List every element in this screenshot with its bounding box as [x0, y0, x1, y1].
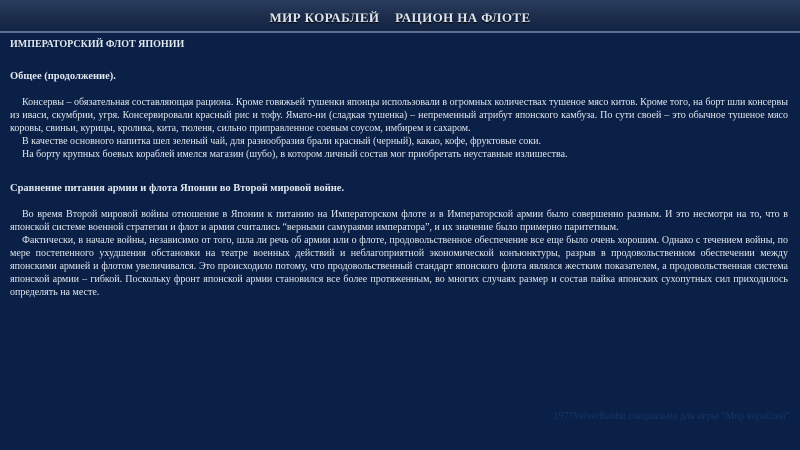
- header-bar: [0, 0, 800, 33]
- article: [10, 38, 788, 299]
- header-left: МИР КОРАБЛЕЙ: [269, 10, 380, 25]
- section1-paragraph: В качестве основного напитка шел зеленый чай, для разнообразия брали красный (черный), какао, кофе, фруктовые соки.: [22, 136, 541, 147]
- author-credit: 1977VelvetRabbit специально для игры “Мир кораблей”: [553, 411, 790, 422]
- header-title: [263, 10, 536, 26]
- document-title: ИМПЕРАТОРСКИЙ ФЛОТ ЯПОНИИ: [10, 39, 185, 50]
- section2-paragraph: Во время Второй мировой войны отношение в Японии к питанию на Императорском флоте и в Императорской армии было совершенно разным. И это несмотря на то, что в японской системе военной стратегии и флот и армия считались “верными самураями императора”, и их значение было примерно паритетным.: [10, 209, 788, 233]
- section1-paragraph: На борту крупных боевых кораблей имелся магазин (шубо), в котором личный состав мог приобретать неуставные излишества.: [22, 149, 568, 160]
- section1-title: Общее (продолжение).: [10, 71, 116, 82]
- section2-paragraph: Фактически, в начале войны, независимо от того, шла ли речь об армии или о флоте, продовольственное обеспечение все еще было очень хорошим. Однако с течением войны, по мере постепенного ухудшения обстановки на театре военных действий и неблагоприятной экономической конъюнктуры, разрыв в продовольственном обеспечении между японскими армией и флотом увеличивался. Это происходило потому, что продовольственный стандарт японского флота являлся жестким показателем, а продовольственная система японской армии – гибкой. Поскольку фронт японской армии становился все более протяженным, во многих случаях размер и состав пайка японских сухопутных сил приходилось определять на месте.: [10, 235, 788, 298]
- section2-title: Сравнение питания армии и флота Японии во Второй мировой войне.: [10, 183, 345, 194]
- section1-paragraph: Консервы – обязательная составляющая рациона. Кроме говяжьей тушенки японцы использовали в огромных количествах тушеное мясо китов. Кроме того, на борт шли консервы из иваси, скумбрии, угря. Консервировали красный рис и тофу. Ямато-ни (сладкая тушенка) – непременный атрибут японского камбуза. По сути своей – это обычное тушеное мясо коровы, свиньи, курицы, кролика, кита, тюленя, сильно приправленное соевым соусом, имбирем и сахаром.: [10, 97, 788, 134]
- header-right: РАЦИОН НА ФЛОТЕ: [395, 10, 531, 25]
